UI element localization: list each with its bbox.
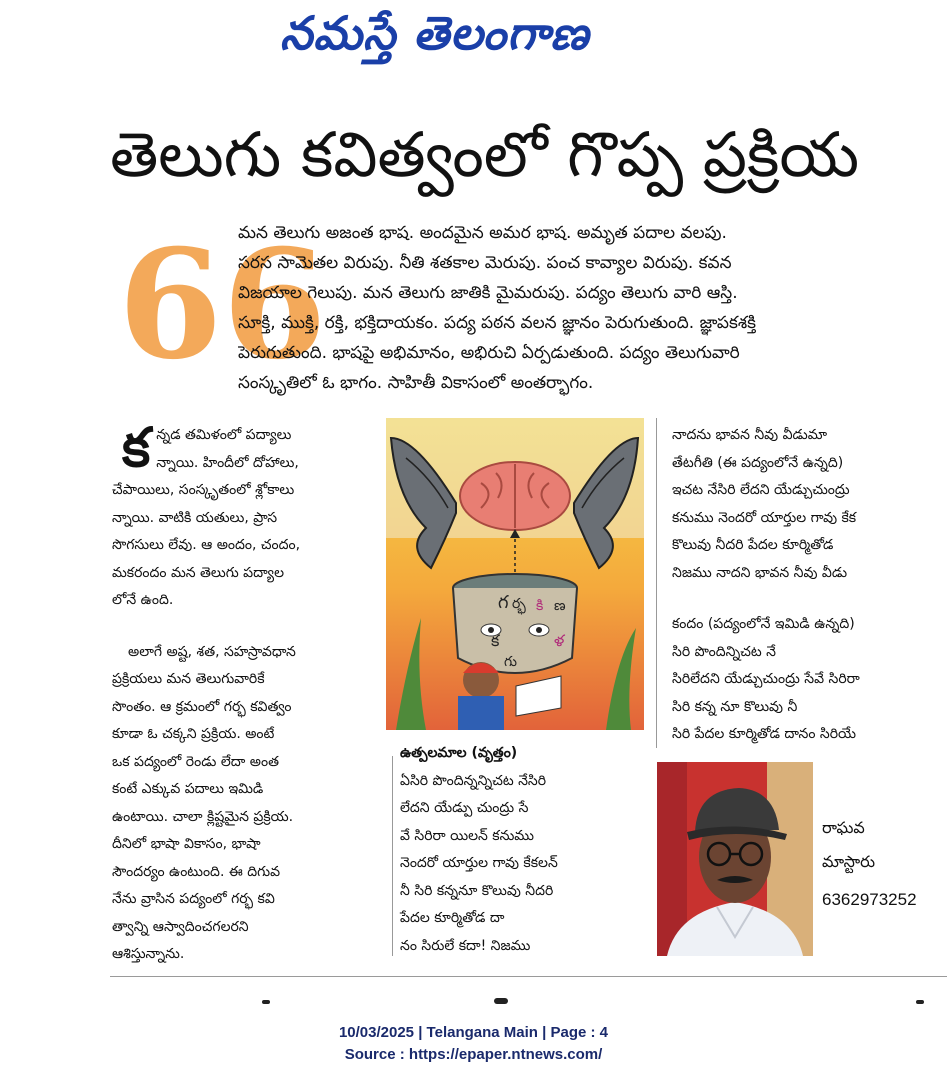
text-line: ఉంటాయి. చాలా క్లిష్టమైన ప్రక్రియ. (112, 808, 294, 825)
article-headline: తెలుగు కవిత్వంలో గొప్ప ప్రక్రియ (110, 118, 860, 191)
verse-line: నాదను భావన నీవు వీడుమా (672, 427, 828, 443)
verse-line: సిరిలేదని యేడ్చుచుంద్రు సేవే సిరిరా (672, 671, 860, 687)
article-illustration (386, 418, 644, 730)
column-divider (656, 418, 657, 748)
verse-line: సిరి పేదల కూర్మితోడ దానం సిరియే (672, 726, 857, 742)
text-line: కూడా ఓ చక్కని ప్రక్రియ. అంటే (112, 726, 275, 742)
dropcap-letter: క (122, 416, 151, 479)
illustration-letter: ళ (554, 631, 565, 650)
right-column (672, 422, 944, 749)
intro-line: సూక్తి, ముక్తి, రక్తి, భక్తిదాయకం. పద్య పఠన వలన జ్ఞానం పెరుగుతుంది. జ్ఞాపకశక్తి (238, 313, 757, 333)
verse-line: నెందరో యార్తుల గావు కేకలన్ (400, 855, 558, 871)
intro-line: సరస సామెతల విరుపు. నీతి శతకాల మెరుపు. పంచ కావ్యాల విరుపు. కవన (238, 253, 732, 273)
middle-column (400, 740, 640, 960)
text-line: నేను వ్రాసిన పద్యంలో గర్భ కవి (112, 891, 275, 907)
cropped-text-mark (262, 1000, 270, 1004)
verse-line: కొలువు నీదరి పేదల కూర్మితోడ (672, 537, 834, 553)
cropped-text-mark (494, 998, 508, 1004)
illustration-letter: క (491, 631, 500, 650)
text-line: ప్రక్రియలు మన తెలుగువారికే (112, 671, 265, 687)
column-divider (392, 756, 393, 956)
illustration-letter: గు (504, 654, 518, 670)
masthead-logo: నమస్తే తెలంగాణ (280, 6, 590, 60)
verse-line: ఏసిరి పొందిన్నన్నిచట నేసిరి (400, 772, 547, 789)
verse-line: నీ సిరి కన్ననూ కొలువు నీదరి (400, 882, 554, 899)
verse-line: ఇచట నేసిరి లేదని యేడ్చుచుంద్రు (672, 482, 850, 498)
bottom-divider (110, 976, 947, 977)
intro-line: మన తెలుగు అజంత భాష. అందమైన అమర భాష. అమృత పదాల వలపు. (238, 223, 727, 243)
text-line: సొగసులు లేవు. ఆ అందం, చందం, (112, 537, 301, 553)
text-line: మకరందం మన తెలుగు పద్యాల (112, 564, 285, 581)
verse-line: కనుము నెందరో యార్తుల గావు కేక (672, 509, 857, 526)
footer-source: Source : https://epaper.ntnews.com/ (344, 1046, 603, 1063)
text-line: ఒక పద్యంలో రెండు లేదా అంత (112, 753, 279, 770)
footer-date-edition: 10/03/2025 | Telangana Main | Page : 4 (338, 1024, 609, 1041)
illustration-letter: ర్భ (512, 596, 526, 612)
verse-title: ఉత్పలమాల (వృత్తం) (400, 745, 518, 761)
text-line: చేపాయిలు, సంస్కృతంలో శ్లోకాలు (112, 482, 295, 498)
verse-line: తేటగీతి (ఈ పద్యంలోనే ఉన్నది) (672, 454, 844, 471)
illustration-letter: ణ (554, 598, 566, 614)
verse-line: సిరి కన్న నూ కొలువు నీ (672, 698, 798, 715)
author-photo (657, 762, 813, 956)
intro-paragraph (238, 218, 938, 398)
text-line: ఆశిస్తున్నాను. (112, 946, 185, 962)
text-line: త్వాన్ని ఆస్వాదించగలరని (112, 918, 249, 935)
verse-line: పేదల కూర్మితోడ దా (400, 910, 505, 926)
illustration-letter: కి (536, 598, 544, 614)
verse-line: సిరి పొందిన్నిచట నే (672, 643, 776, 660)
text-line: కంటే ఎక్కువ పదాలు ఇమిడి (112, 781, 264, 797)
text-line: అలాగే అష్ట, శత, సహస్రావధాన (128, 643, 296, 660)
verse-line: కందం (పద్యంలోనే ఇమిడి ఉన్నది) (672, 616, 855, 632)
text-line: న్నాయి. వాటికి యతులు, ప్రాస (112, 509, 278, 526)
illustration-graphic (386, 418, 644, 730)
intro-line: సంస్కృతిలో ఓ భాగం. సాహితీ వికాసంలో అంతర్భాగం. (238, 373, 594, 393)
verse-line: లేదని యేడ్పు చుంద్రు సే (400, 800, 529, 816)
text-line: సొంతం. ఆ క్రమంలో గర్భ కవిత్వం (112, 698, 292, 715)
author-name-line2: మాస్టారు (822, 852, 876, 871)
verse-line: నం సిరులే కదా! నిజము (400, 937, 531, 954)
verse-line: నిజము నాదని భావన నీవు వీడు (672, 564, 848, 581)
intro-line: పెరుగుతుంది. భాషపై అభిమానం, అభిరుచి ఏర్పడుతుంది. పద్యం తెలుగువారి (238, 343, 740, 363)
text-line: న్నాయి. హిందీలో దోహాలు, (156, 454, 299, 471)
cropped-text-mark (916, 1000, 924, 1004)
author-name-line1: రాఘవ (822, 818, 865, 837)
author-phone: 6362973252 (822, 890, 917, 909)
author-portrait (657, 762, 813, 956)
verse-line: వే సిరిరా యిలన్ కనుము (400, 827, 534, 844)
text-line: న్నడ తమిళంలో పద్యాలు (156, 427, 292, 443)
illustration-letter: గ (498, 592, 509, 613)
quote-mark-icon: 66 (118, 217, 327, 393)
intro-line: విజయాల గెలుపు. మన తెలుగు జాతికి మైమరుపు. పద్యం తెలుగు వారి ఆస్తి. (238, 283, 738, 303)
text-line: దీనిలో భాషా వికాసం, భాషా (112, 836, 261, 852)
text-line: లోనే ఉంది. (112, 592, 174, 608)
text-line: సౌందర్యం ఉంటుంది. ఈ దిగువ (112, 863, 281, 880)
left-column (112, 416, 377, 969)
